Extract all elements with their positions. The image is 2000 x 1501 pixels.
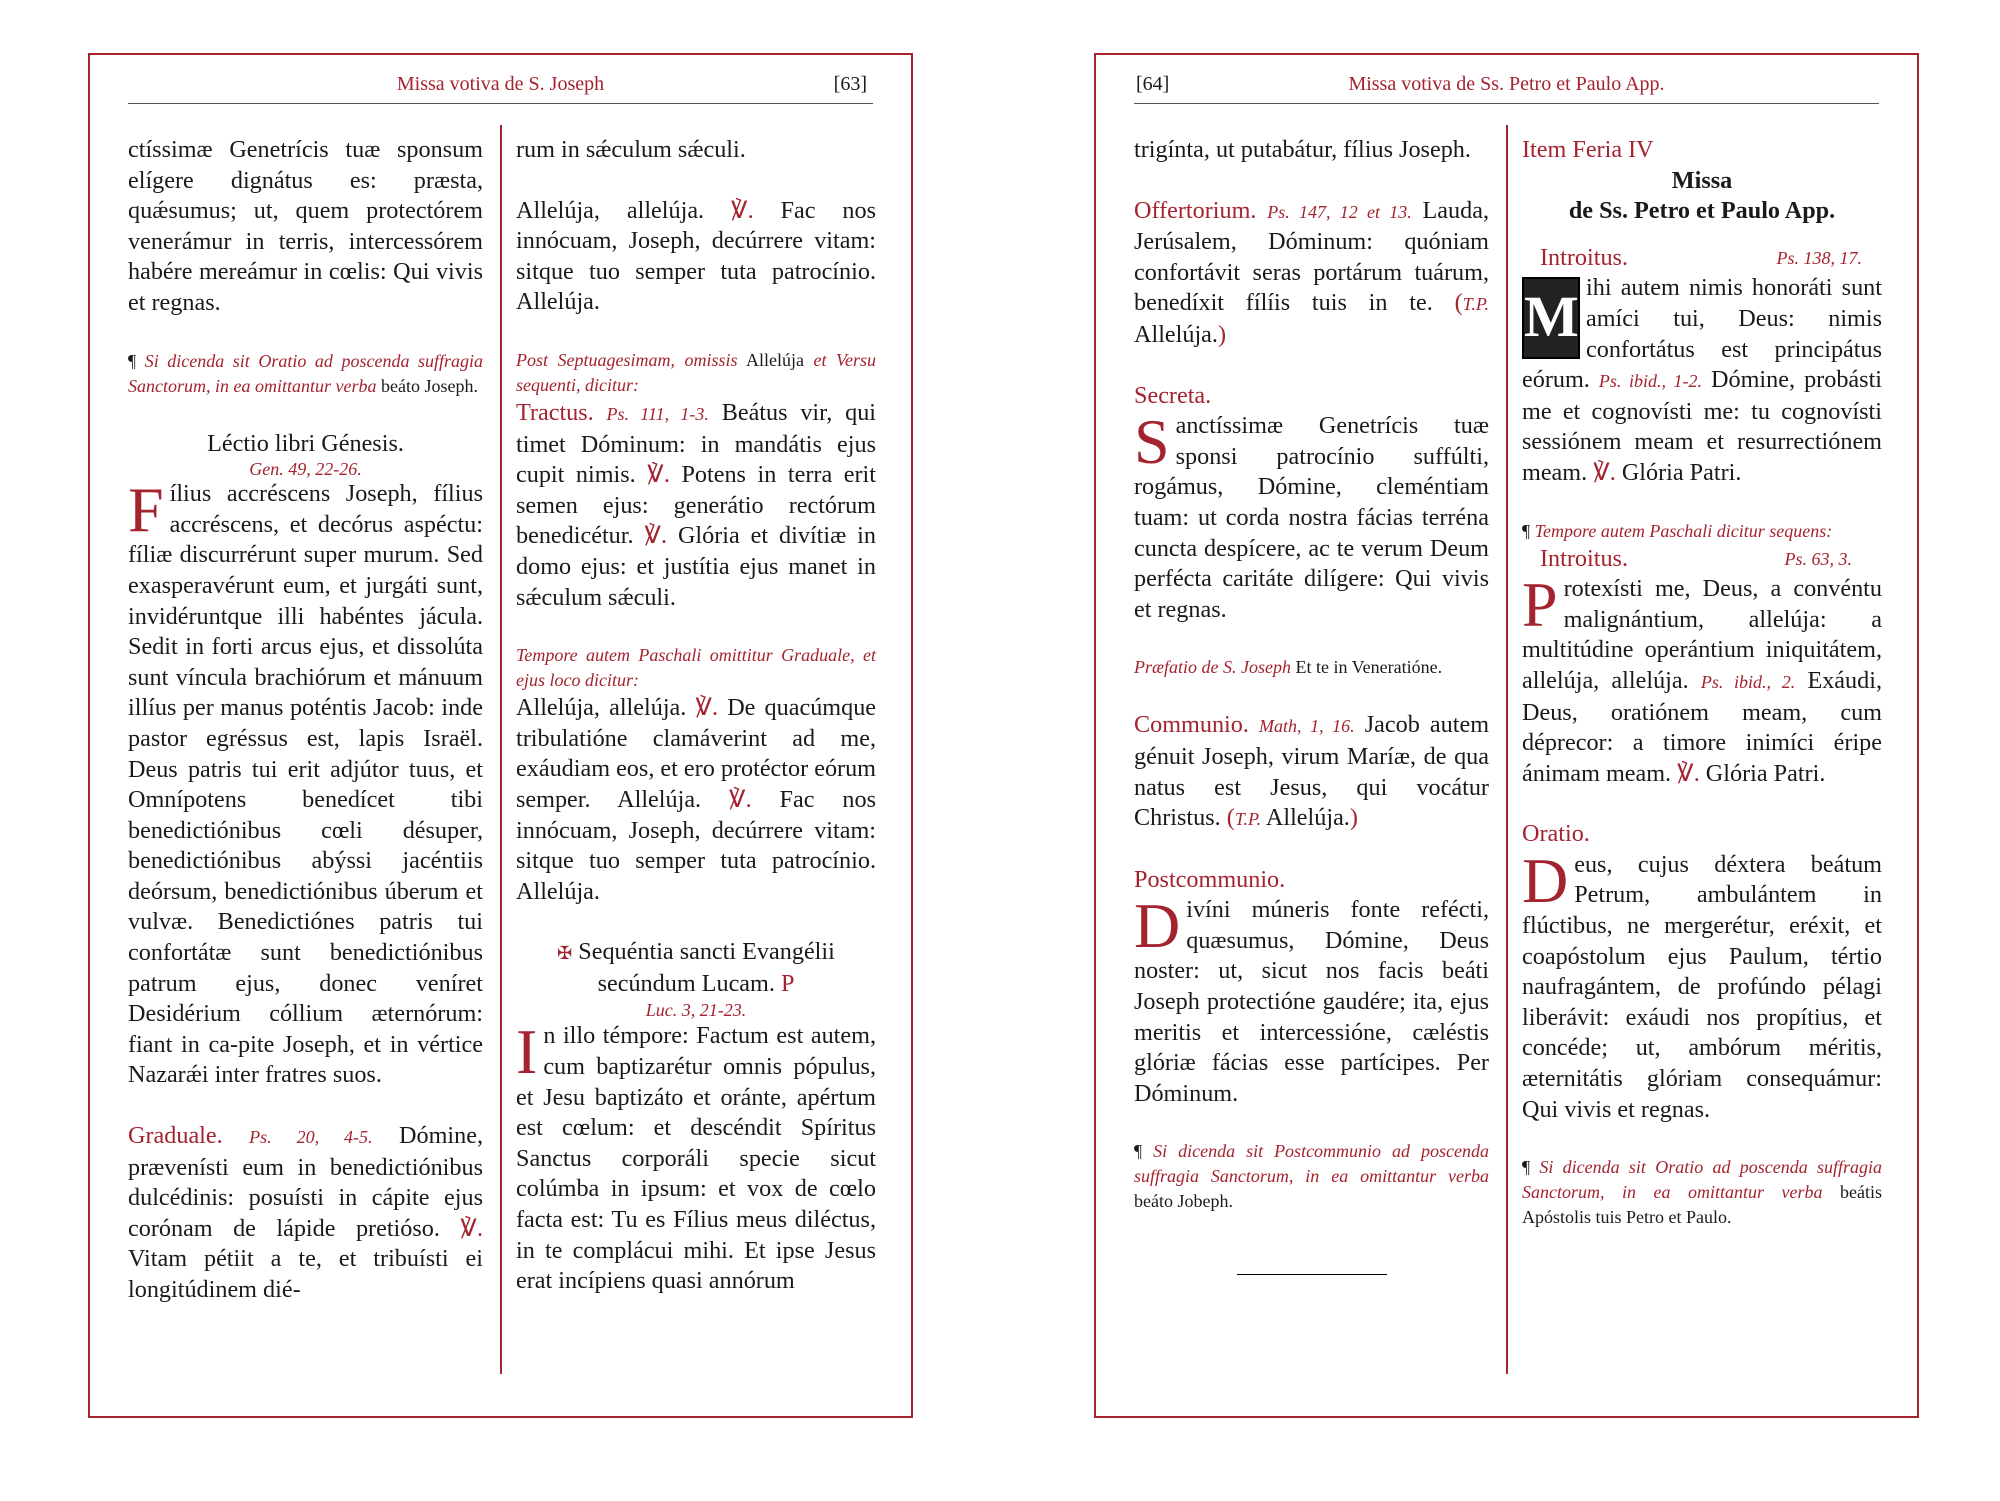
oratio-body: eus, cujus déxtera beátum Petrum, ambulántem in flúctibus, ne mergerétur, eréxit, et coapóstolum ejus Paulum, tértio naufragántem, de profúndo pélagi liberávit: exáudi nos propítius, et concéde; ut, ambórum méritis, æternitátis glóriam consequámur: Qui vivis et regnas. [1522,850,1882,1123]
left-page [88,53,913,1418]
rubric-black: Allelúja [746,349,804,370]
gospel-continuation: trigínta, ut putabátur, fílius Joseph. [1134,136,1471,163]
psalm-text: Dómine, probásti me et cognovísti me: tu cognovísti sessiónem meam et resurrectiónem meam. [1522,366,1883,486]
communion-label: Communio. [1134,711,1249,739]
psalm-text: Exáudi, Deus, oratiónem meam, cum déprecor: a timore inimíci éripe ánimam meam. [1522,666,1882,787]
pilcrow: ¶ [1522,1157,1531,1178]
versicle-mark: ℣. [731,196,754,224]
tp-text: Allelúja. [1134,320,1218,348]
cross-icon: ✠ [557,943,573,964]
rubric [516,643,876,693]
lesson-title: Léctio libri Génesis. [207,429,404,457]
page-number: [63] [833,73,867,95]
tract-text: Glória et divítiæ in domo ejus: et justítia ejus manet in sǽculum sǽculi. [516,522,876,611]
page-number: [64] [1136,73,1170,95]
drop-cap: D [1522,844,1569,916]
running-title: Missa votiva de S. Joseph [396,73,605,95]
psalm-reference: Ps. ibid., 2. [1700,671,1796,692]
rubric [1522,519,1882,544]
rubric-red: Post Septuagesimam, omissis [516,349,738,370]
introit-label: Introitus. [1540,243,1629,271]
introit-reference: Ps. 63, 3. [1784,548,1852,569]
rubric [1522,1155,1882,1230]
pilcrow: ¶ [1134,1141,1143,1162]
right-column [1522,135,1882,1230]
introit-heading [1522,544,1882,575]
rubric [1134,1139,1489,1214]
secret-text [1134,406,1489,625]
rubric-black: beáto Joseph. [380,375,478,396]
offertory [1134,196,1489,351]
rubric-red: et Versu sequenti, dicitur: [516,349,876,395]
rubric-black: beátis Apóstolis tuis Petro et Paulo. [1522,1182,1883,1228]
offertory-reference: Ps. 147, 12 et 13. [1267,201,1412,222]
postcommunion-text [1134,890,1489,1109]
rubric-red: Si dicenda sit Postcommunio ad poscenda suffragia Sanctorum, in ea omittantur verba [1134,1141,1489,1187]
rubric-red: Tempore autem Paschali omittitur Graduale, et ejus loco dicitur: [516,645,876,691]
column-divider [500,125,502,1374]
versicle-mark: ℣. [1593,458,1616,486]
tp-mark: T.P. [1234,809,1262,830]
alleluia-verse: Fac nos innócuam, Joseph, decúrrere vitam: sitque tuo semper tuta patrocínio. Allelúja. [516,196,876,316]
versicle-mark: ℣. [729,785,752,813]
rubric-red: Si dicenda sit Oratio ad poscenda suffragia Sanctorum, in ea omittantur verba [128,350,484,396]
drop-cap: S [1134,406,1170,478]
offertory-label: Offertorium. [1134,196,1257,224]
alleluia [516,196,876,318]
tract-label: Tractus. [516,398,594,426]
tract-reference: Ps. 111, 1-3. [606,403,709,424]
gospel-p-mark: P [780,969,795,997]
drop-cap: P [1522,569,1558,641]
alleluia-verse: Fac nos innócuam, Joseph, decúrrere vitam: sitque tuo semper tuta patrocínio. Allelúja. [516,785,876,905]
rubric-black: beáto Jobeph. [1134,1191,1233,1212]
gradual [128,1121,483,1306]
tp-text: Allelúja. [1265,804,1350,832]
paschal-alleluia [516,693,876,907]
postcommunion-body: ivíni múneris fonte refécti, quæsumus, Dómine, Deus noster: ut, sicut nos facis beáti Joseph protectióne gaudére; ita, ejus meritis et intercessióne, cæléstis glóriæ fácias esse partícipes. Per Dóminum. [1134,896,1489,1107]
gradual-label: Graduale. [128,1122,223,1150]
tract-text: Beátus vir, qui timet Dóminum: in mandátis ejus cupit nimis. [516,398,877,489]
gradual-text: Dómine, prævenísti eum in benedictiónibus dulcédinis: posuísti in cápite ejus corónam de lápide pretióso. [128,1122,484,1242]
tract [516,398,876,613]
right-page [1094,53,1919,1418]
paren: ) [1349,804,1358,832]
introit-heading [1522,243,1882,274]
oratio-text [1522,844,1882,1125]
introit-text [1522,273,1882,488]
rubric-red: Tempore autem Paschali dicitur sequens: [1534,520,1833,541]
running-title: Missa votiva de Ss. Petro et Paulo App. [1348,73,1665,95]
feria-heading: Item Feria IV [1522,136,1654,163]
introit-reference: Ps. 138, 17. [1776,247,1862,268]
versicle-mark: ℣. [1677,759,1700,787]
oratio-title: Oratio. [1522,820,1590,848]
introit-body: rotexísti me, Deus, a convéntu malignántium, allelúja: a multitúdine operántium iniquitátem, allelúja, allelúja. [1522,575,1882,694]
left-column [128,135,483,1306]
rubric-black: Et te in Veneratióne. [1295,657,1443,678]
preface-rubric [1134,655,1489,680]
paren: ( [1454,289,1463,317]
missa-subtitle: de Ss. Petro et Paulo App. [1568,197,1836,225]
tp-mark: T.P. [1462,294,1489,315]
rubric [128,349,483,399]
tract-text: Potens in terra erit semen ejus: generátio rectórum benedicétur. [516,461,876,550]
introit-body: ihi autem nimis honoráti sunt amíci tui, Deus: nimis confortátus est principátus eórum. [1522,274,1882,394]
gradual-continuation: rum in sǽculum sǽculi. [516,136,746,163]
rubric-red: Præfatio de S. Joseph [1134,657,1291,678]
gradual-reference: Ps. 20, 4-5. [249,1127,373,1148]
column-divider [1506,125,1508,1374]
gradual-text-2: Vitam pétiit a te, et tribuísti ei longitúdinem dié- [128,1245,483,1303]
psalm-reference: Ps. ibid., 1-2. [1598,371,1702,392]
versicle-mark: ℣. [644,522,668,550]
lesson-body: ílius accréscens Joseph, fílius accréscens, et decórus aspéctu: fíliæ discurrérunt super murum. Sed exasperavérunt eum, et jurgáti sunt, invidéruntque illi habéntes jácula. Sedit in forti arcus ejus, et dissolúta sunt víncula brachiórum et mánuum illíus per manus poténtis Jacob: inde pastor egréssus est, lapis Israël. Deus patris tui erit adjútor tuus, et Omnípotens benedícet tibi benedictiónibus cœli désuper, benedictiónibus abýssi jacéntiis deórsum, benedictiónibus úberum et vulvæ. Benedictiónes patris tui confortátæ sunt benedictiónibus patrum ejus, donec veníret Desidérium cóllium æternórum: fiant in ca-pite Joseph, et in vértice Nazarǽi inter fratres suos. [128,480,483,1089]
communion-text: Jacob autem génuit Joseph, virum Maríæ, de qua natus est Jesus, qui vocátur Christus. [1134,711,1490,832]
gospel-body: n illo témpore: Factum est autem, cum baptizarétur omnis pópulus, et Jesu baptizáto et oránte, apértum est cœlum: et descéndit Spíritus Sanctus corporáli specie sicut colúmba in ipsum: et vox de cœlo facta est: Tu es Fílius meus diléctus, in te complácui mihi. Et ipse Jesus erat incípiens quasi annórum [516,1022,876,1295]
missa-heading: Missa [1671,166,1733,194]
paren: ( [1226,804,1235,832]
page-header [128,71,873,104]
versicle-mark: ℣. [695,694,719,722]
pilcrow: ¶ [128,350,137,371]
drop-cap: I [516,1016,538,1088]
page-header [1134,71,1879,104]
collect-continuation: ctíssimæ Genetrícis tuæ sponsum elígere dignátus es: præsta, quǽsumus; ut, quem protectórem venerámur in terris, intercessórem habére mereámur in cœlis: Qui vivis et regnas. [128,136,483,316]
gospel-text [516,1016,876,1296]
right-column [516,135,876,1297]
communion [1134,710,1489,834]
alleluia-text: Allelúja, allelúja. [516,196,705,224]
drop-cap: F [128,474,164,546]
gospel-reference: Luc. 3, 21-23. [645,1000,747,1021]
rubric [516,348,876,398]
gloria-text: Glória Patri. [1621,458,1742,486]
gospel-title-text: Sequéntia sancti Evangélii secúndum Lucam. [578,938,835,997]
left-column [1134,135,1489,1275]
illuminated-initial: M [1522,277,1580,359]
lesson-text [128,474,483,1091]
versicle-mark: ℣. [647,461,670,489]
communion-reference: Math, 1, 16. [1259,716,1355,737]
alleluia-text: Allelúja, allelúja. [516,694,687,722]
pilcrow: ¶ [1522,520,1531,541]
alleluia-verse: De quacúmque tribulatióne clamáverint ad me, exáudiam eos, et ero protéctor eórum semper. Allelúja. [516,694,877,813]
gloria-text: Glória Patri. [1705,759,1826,787]
introit-label: Introitus. [1540,544,1629,572]
offertory-text: Lauda, Jerúsalem, Dóminum: quóniam confortávit seras portárum tuárum, benedíxit fílíis tuis in te. [1134,196,1490,317]
lesson-reference: Gen. 49, 22-26. [249,459,362,480]
paren: ) [1217,320,1227,348]
end-rule [1237,1274,1387,1275]
rubric-red: Si dicenda sit Oratio ad poscenda suffragia Sanctorum, in ea omittantur verba [1522,1157,1882,1203]
postcommunion-title: Postcommunio. [1134,865,1286,893]
secret-body: anctíssimæ Genetrícis tuæ sponsi patrocínio suffúlti, rogámus, Dómine, cleméntiam tuam: ut corda nostra fácias terréna cuncta despícere, ac te verum Deum perfécta caritáte dilígere: Qui vivis et regnas. [1134,412,1489,623]
secret-title: Secreta. [1134,381,1212,409]
gospel-title [516,937,876,999]
versicle-mark: ℣. [460,1214,483,1242]
introit-text [1522,569,1882,789]
drop-cap: D [1134,890,1181,962]
